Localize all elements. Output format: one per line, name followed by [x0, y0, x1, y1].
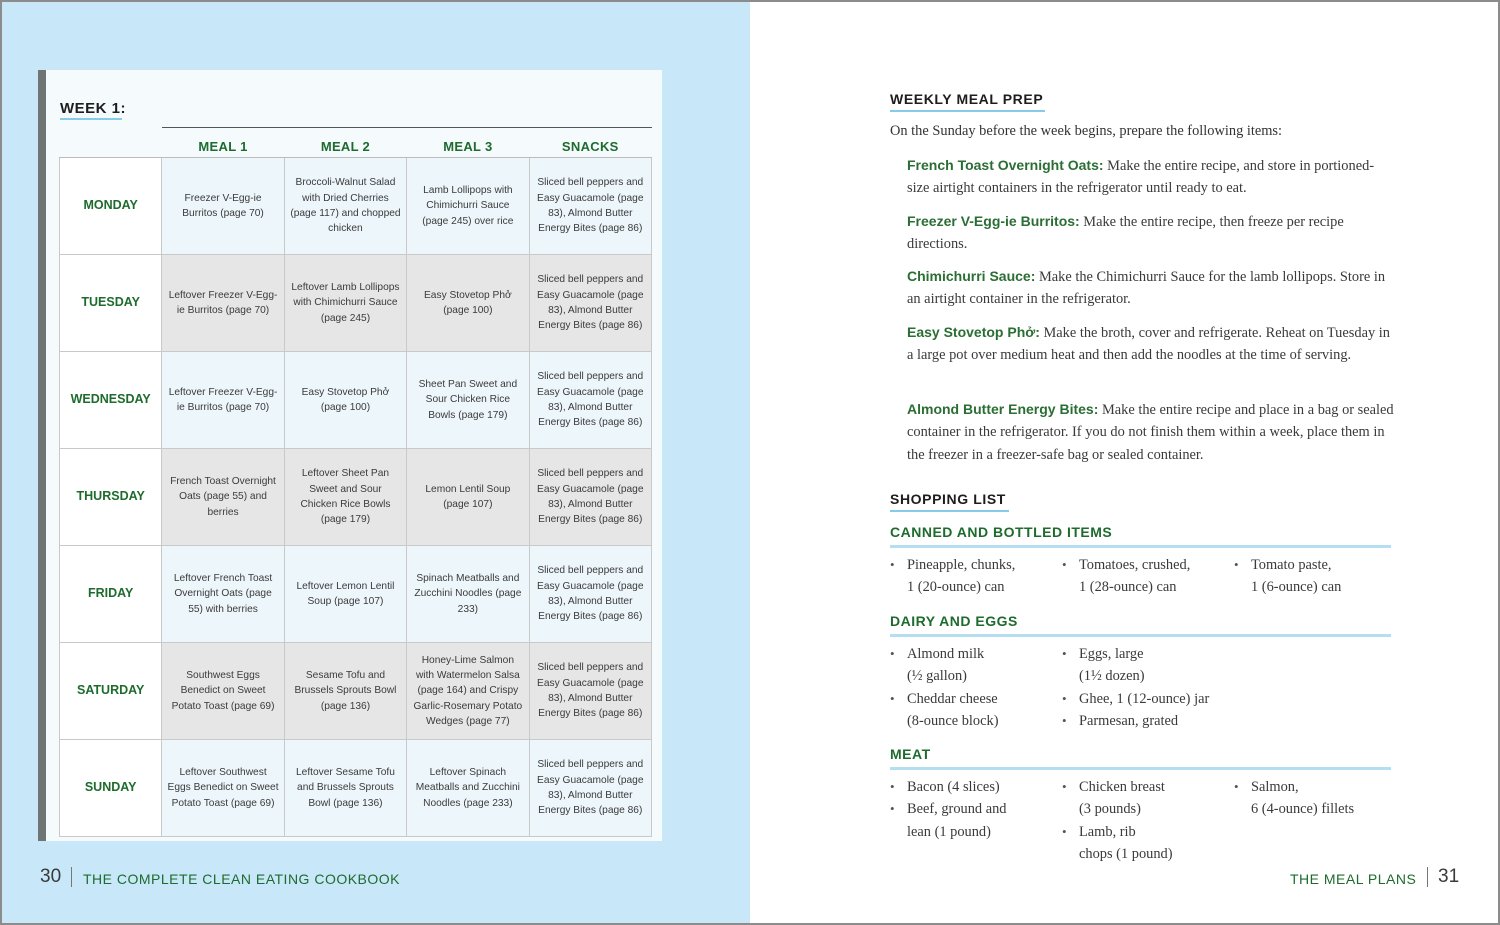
prep-item-pho — [907, 321, 1395, 367]
meal-prep-underline — [890, 110, 1045, 112]
meal-cell: Spinach Meatballs and Zucchini Noodles (page 233) — [407, 546, 529, 643]
meal-cell: Easy Stovetop Phở (page 100) — [407, 255, 529, 352]
category-rule — [890, 634, 1391, 637]
table-row-tuesday — [60, 255, 652, 352]
prep-item-text: Make the broth, cover and refrigerate. Reheat on Tuesday in a large pot over medium heat and then add the noodles at the time of serving. — [907, 325, 1390, 364]
header-meal-1: MEAL 1 — [162, 128, 284, 158]
list-item: • Salmon, 6 (4-ounce) fillets — [1234, 776, 1394, 821]
day-label: SUNDAY — [60, 740, 162, 837]
meal-prep-intro: On the Sunday before the week begins, prepare the following items: — [890, 123, 1283, 139]
list-item: • Tomato paste, 1 (6-ounce) can — [1234, 554, 1394, 599]
meal-cell: French Toast Overnight Oats (page 55) and berries — [162, 449, 284, 546]
meal-cell: Leftover Spinach Meatballs and Zucchini Noodles (page 233) — [407, 740, 529, 837]
meal-cell: Leftover Freezer V-Egg-ie Burritos (page 70) — [162, 352, 284, 449]
prep-item-text: Make the entire recipe, and store in portioned-size airtight containers in the refrigerator until ready to eat. — [907, 158, 1375, 197]
table-row-saturday — [60, 643, 652, 740]
week-title: WEEK 1: — [60, 100, 127, 117]
day-label: MONDAY — [60, 158, 162, 255]
meal-prep-title: WEEKLY MEAL PREP — [890, 91, 1044, 107]
snack-cell: Sliced bell peppers and Easy Guacamole (page 83), Almond Butter Energy Bites (page 86) — [529, 449, 651, 546]
meal-cell: Leftover Lemon Lentil Soup (page 107) — [284, 546, 406, 643]
canned-column-1 — [890, 554, 1050, 599]
list-item: • Ghee, 1 (12-ounce) jar — [1062, 688, 1222, 710]
list-item: • Chicken breast (3 pounds) — [1062, 776, 1222, 821]
dairy-column-2 — [1062, 643, 1222, 732]
table-row-thursday — [60, 449, 652, 546]
meal-plan-table — [59, 127, 652, 837]
list-item: • Cheddar cheese (8-ounce block) — [890, 688, 1050, 733]
prep-item-oats — [907, 154, 1395, 200]
table-row-sunday — [60, 740, 652, 837]
snack-cell: Sliced bell peppers and Easy Guacamole (page 83), Almond Butter Energy Bites (page 86) — [529, 546, 651, 643]
meal-cell: Leftover Southwest Eggs Benedict on Sweet Potato Toast (page 69) — [162, 740, 284, 837]
right-page — [750, 0, 1500, 925]
page-number-right: 31 — [1438, 866, 1460, 887]
snack-cell: Sliced bell peppers and Easy Guacamole (page 83), Almond Butter Energy Bites (page 86) — [529, 643, 651, 740]
prep-item-name: Freezer V-Egg-ie Burritos: — [907, 213, 1080, 229]
meal-cell: Leftover French Toast Overnight Oats (page 55) with berries — [162, 546, 284, 643]
meal-cell: Easy Stovetop Phở (page 100) — [284, 352, 406, 449]
list-item: • Almond milk (½ gallon) — [890, 643, 1050, 688]
snack-cell: Sliced bell peppers and Easy Guacamole (page 83), Almond Butter Energy Bites (page 86) — [529, 740, 651, 837]
day-label: SATURDAY — [60, 643, 162, 740]
page-number-left: 30 — [40, 866, 62, 887]
prep-item-text: Make the entire recipe, then freeze per recipe directions. — [907, 214, 1344, 253]
category-title-meat: MEAT — [890, 746, 931, 762]
folio-divider — [71, 867, 72, 887]
meal-cell: Leftover Freezer V-Egg-ie Burritos (page 70) — [162, 255, 284, 352]
canned-column-2 — [1062, 554, 1222, 599]
meal-cell: Broccoli-Walnut Salad with Dried Cherries (page 117) and chopped chicken — [284, 158, 406, 255]
day-label: THURSDAY — [60, 449, 162, 546]
day-label: WEDNESDAY — [60, 352, 162, 449]
list-item: • Parmesan, grated — [1062, 710, 1222, 732]
prep-item-energy-bites — [907, 398, 1395, 466]
header-meal-3: MEAL 3 — [407, 128, 529, 158]
category-title-canned: CANNED AND BOTTLED ITEMS — [890, 524, 1113, 540]
meal-cell: Lemon Lentil Soup (page 107) — [407, 449, 529, 546]
category-rule — [890, 767, 1391, 770]
shopping-list-underline — [890, 510, 1009, 512]
prep-item-burritos — [907, 210, 1395, 256]
day-label: FRIDAY — [60, 546, 162, 643]
book-title: THE COMPLETE CLEAN EATING COOKBOOK — [83, 871, 401, 887]
header-blank — [60, 128, 162, 158]
list-item: • Lamb, rib chops (1 pound) — [1062, 821, 1222, 866]
canned-column-3 — [1234, 554, 1394, 599]
meal-cell: Honey-Lime Salmon with Watermelon Salsa (page 164) and Crispy Garlic-Rosemary Potato Wedges (page 77) — [407, 643, 529, 740]
day-label: TUESDAY — [60, 255, 162, 352]
meal-plan-card — [38, 70, 662, 841]
right-page-content — [890, 0, 1392, 925]
prep-item-chimichurri — [907, 265, 1395, 311]
prep-item-text: Make the entire recipe and place in a bag or sealed container in the refrigerator. If you do not finish them within a week, place them in the freezer in a freezer-safe bag or sealed container. — [907, 402, 1394, 463]
list-item: • Pineapple, chunks, 1 (20-ounce) can — [890, 554, 1050, 599]
prep-item-name: Easy Stovetop Phở: — [907, 324, 1040, 340]
table-row-wednesday — [60, 352, 652, 449]
prep-item-name: Almond Butter Energy Bites: — [907, 401, 1099, 417]
shopping-list-title: SHOPPING LIST — [890, 491, 1006, 507]
meal-cell: Leftover Sesame Tofu and Brussels Sprouts Bowl (page 136) — [284, 740, 406, 837]
list-item: • Eggs, large (1½ dozen) — [1062, 643, 1222, 688]
table-row-monday — [60, 158, 652, 255]
folio-divider — [1427, 867, 1428, 887]
table-header-row — [60, 128, 652, 158]
meal-cell: Leftover Lamb Lollipops with Chimichurri Sauce (page 245) — [284, 255, 406, 352]
list-item: • Beef, ground and lean (1 pound) — [890, 798, 1050, 843]
section-name: THE MEAL PLANS — [1290, 871, 1417, 887]
prep-item-name: French Toast Overnight Oats: — [907, 157, 1104, 173]
meat-column-2 — [1062, 776, 1222, 865]
meal-cell: Freezer V-Egg-ie Burritos (page 70) — [162, 158, 284, 255]
category-rule — [890, 545, 1391, 548]
snack-cell: Sliced bell peppers and Easy Guacamole (page 83), Almond Butter Energy Bites (page 86) — [529, 255, 651, 352]
meal-cell: Lamb Lollipops with Chimichurri Sauce (page 245) over rice — [407, 158, 529, 255]
list-item: • Bacon (4 slices) — [890, 776, 1050, 798]
meal-cell: Leftover Sheet Pan Sweet and Sour Chicken Rice Bowls (page 179) — [284, 449, 406, 546]
meat-column-3 — [1234, 776, 1394, 821]
snack-cell: Sliced bell peppers and Easy Guacamole (page 83), Almond Butter Energy Bites (page 86) — [529, 352, 651, 449]
table-row-friday — [60, 546, 652, 643]
meal-cell: Southwest Eggs Benedict on Sweet Potato Toast (page 69) — [162, 643, 284, 740]
prep-item-name: Chimichurri Sauce: — [907, 268, 1036, 284]
meal-cell: Sheet Pan Sweet and Sour Chicken Rice Bowls (page 179) — [407, 352, 529, 449]
meal-cell: Sesame Tofu and Brussels Sprouts Bowl (page 136) — [284, 643, 406, 740]
list-item: • Tomatoes, crushed, 1 (28-ounce) can — [1062, 554, 1222, 599]
dairy-column-1 — [890, 643, 1050, 732]
prep-item-text: Make the Chimichurri Sauce for the lamb lollipops. Store in an airtight container in the refrigerator. — [907, 269, 1386, 308]
meat-column-1 — [890, 776, 1050, 843]
category-title-dairy: DAIRY AND EGGS — [890, 613, 1018, 629]
card-accent-bar — [38, 70, 46, 841]
snack-cell: Sliced bell peppers and Easy Guacamole (page 83), Almond Butter Energy Bites (page 86) — [529, 158, 651, 255]
header-meal-2: MEAL 2 — [284, 128, 406, 158]
week-title-underline — [60, 118, 122, 120]
header-snacks: SNACKS — [529, 128, 651, 158]
